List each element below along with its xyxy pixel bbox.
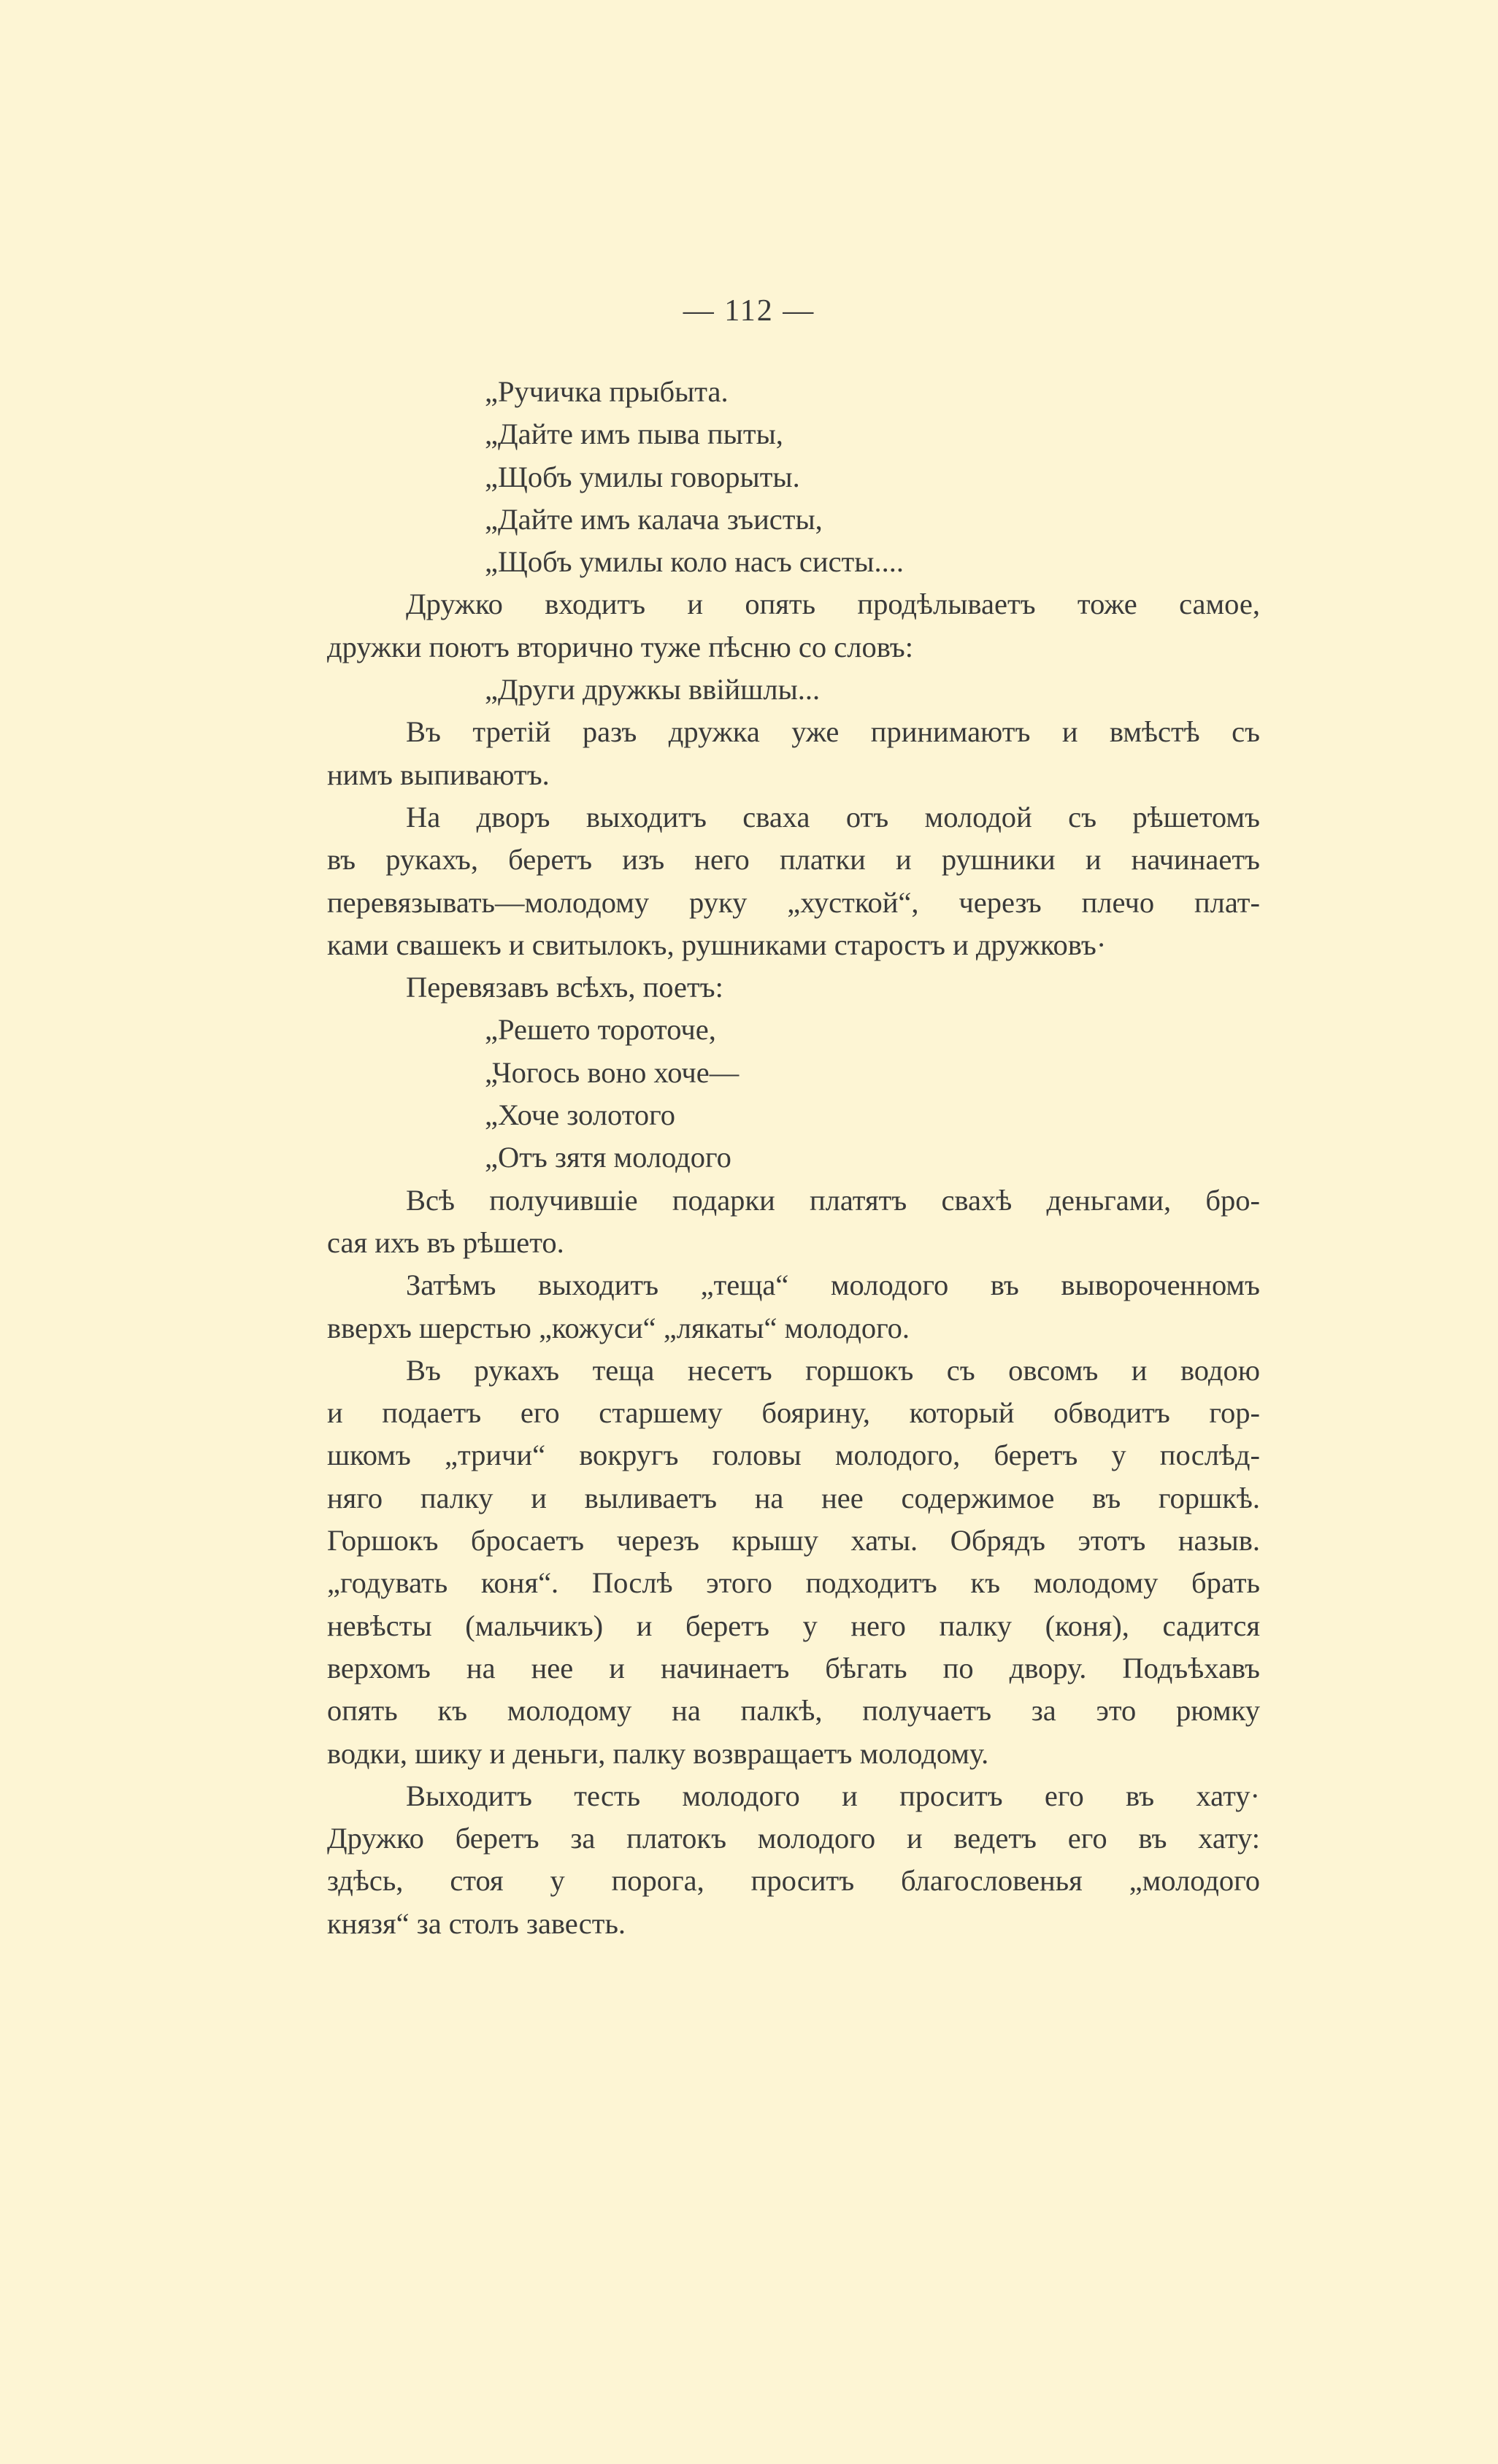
paragraph-line: Въ рукахъ теща несетъ горшокъ съ овсомъ и водою — [406, 1353, 1260, 1387]
paragraph-line: На дворъ выходитъ сваха отъ молодой съ рѣшетомъ — [406, 800, 1260, 833]
paragraph-line: опять къ молодому на палкѣ, получаетъ за это рюмку — [327, 1694, 1260, 1728]
verse-line: „Отъ зятя молодого — [485, 1141, 731, 1174]
paragraph-line: Выходитъ тесть молодого и проситъ его въ хату· — [406, 1779, 1260, 1812]
paragraph-line: Затѣмъ выходитъ „теща“ молодого въ вывороченномъ — [406, 1268, 1260, 1302]
verse-line: „Щобъ умилы говорыты. — [485, 460, 800, 493]
page-number: — 112 — — [683, 294, 815, 328]
paragraph-line: Дружко входитъ и опять продѣлываетъ тоже самое, — [406, 588, 1260, 621]
paragraph-line: няго палку и выливаетъ на нее содержимое въ горшкѣ. — [327, 1481, 1260, 1514]
body-text — [327, 371, 1260, 1945]
paragraph-line: Перевязавъ всѣхъ, поетъ: — [406, 971, 723, 1004]
paragraph-line: князя“ за столъ завесть. — [327, 1906, 626, 1940]
paragraph-line: ками свашекъ и свитылокъ, рушниками старостъ и дружковъ· — [327, 928, 1107, 961]
verse-line: „Чогось воно хоче— — [485, 1055, 740, 1089]
paragraph-line: верхомъ на нее и начинаетъ бѣгать по двору. Подъѣхавъ — [327, 1651, 1260, 1685]
paragraph-line: Всѣ получившіе подарки платятъ свахѣ деньгами, бро- — [406, 1183, 1260, 1217]
paragraph-line: здѣсь, стоя у порога, проситъ благословенья „молодого — [327, 1864, 1260, 1898]
paragraph-line: Горшокъ бросаетъ черезъ крышу хаты. Обрядъ этотъ назыв. — [327, 1524, 1260, 1558]
paragraph-line: вверхъ шерстью „кожуси“ „лякаты“ молодого. — [327, 1311, 910, 1344]
paragraph-line: въ рукахъ, беретъ изъ него платки и рушники и начинаетъ — [327, 843, 1260, 877]
verse-line: „Дайте имъ пыва пыты, — [485, 417, 783, 451]
paragraph-line: шкомъ „тричи“ вокругъ головы молодого, беретъ у послѣд- — [327, 1439, 1260, 1472]
paragraph-line: Дружко беретъ за платокъ молодого и ведетъ его въ хату: — [327, 1822, 1260, 1855]
paragraph-line: невѣсты (мальчикъ) и беретъ у него палку (коня), садится — [327, 1609, 1260, 1642]
paragraph-line: и подаетъ его старшему боярину, который обводитъ гор- — [327, 1396, 1260, 1430]
verse-line: „Решето тороточе, — [485, 1013, 716, 1047]
paragraph-line: дружки поютъ вторично туже пѣсню со словъ: — [327, 630, 913, 663]
paragraph-line: нимъ выпиваютъ. — [327, 758, 550, 791]
paragraph-line: водки, шику и деньги, палку возвращаетъ молодому. — [327, 1736, 989, 1770]
paragraph-line: „годувать коня“. Послѣ этого подходитъ къ молодому брать — [327, 1566, 1260, 1600]
paragraph-line: перевязывать—молодому руку „хусткой“, черезъ плечо плат- — [327, 885, 1260, 919]
paragraph-line: Въ третій разъ дружка уже принимаютъ и вмѣстѣ съ — [406, 715, 1260, 749]
paragraph-line: сая ихъ въ рѣшето. — [327, 1225, 564, 1259]
verse-line: „Хоче золотого — [485, 1098, 676, 1132]
verse-line: „Други дружкы ввійшлы... — [485, 673, 821, 707]
verse-line: „Щобъ умилы коло насъ систы.... — [485, 545, 904, 579]
verse-line: „Ручичка прыбыта. — [485, 375, 729, 408]
verse-line: „Дайте имъ калача зъисты, — [485, 502, 823, 536]
